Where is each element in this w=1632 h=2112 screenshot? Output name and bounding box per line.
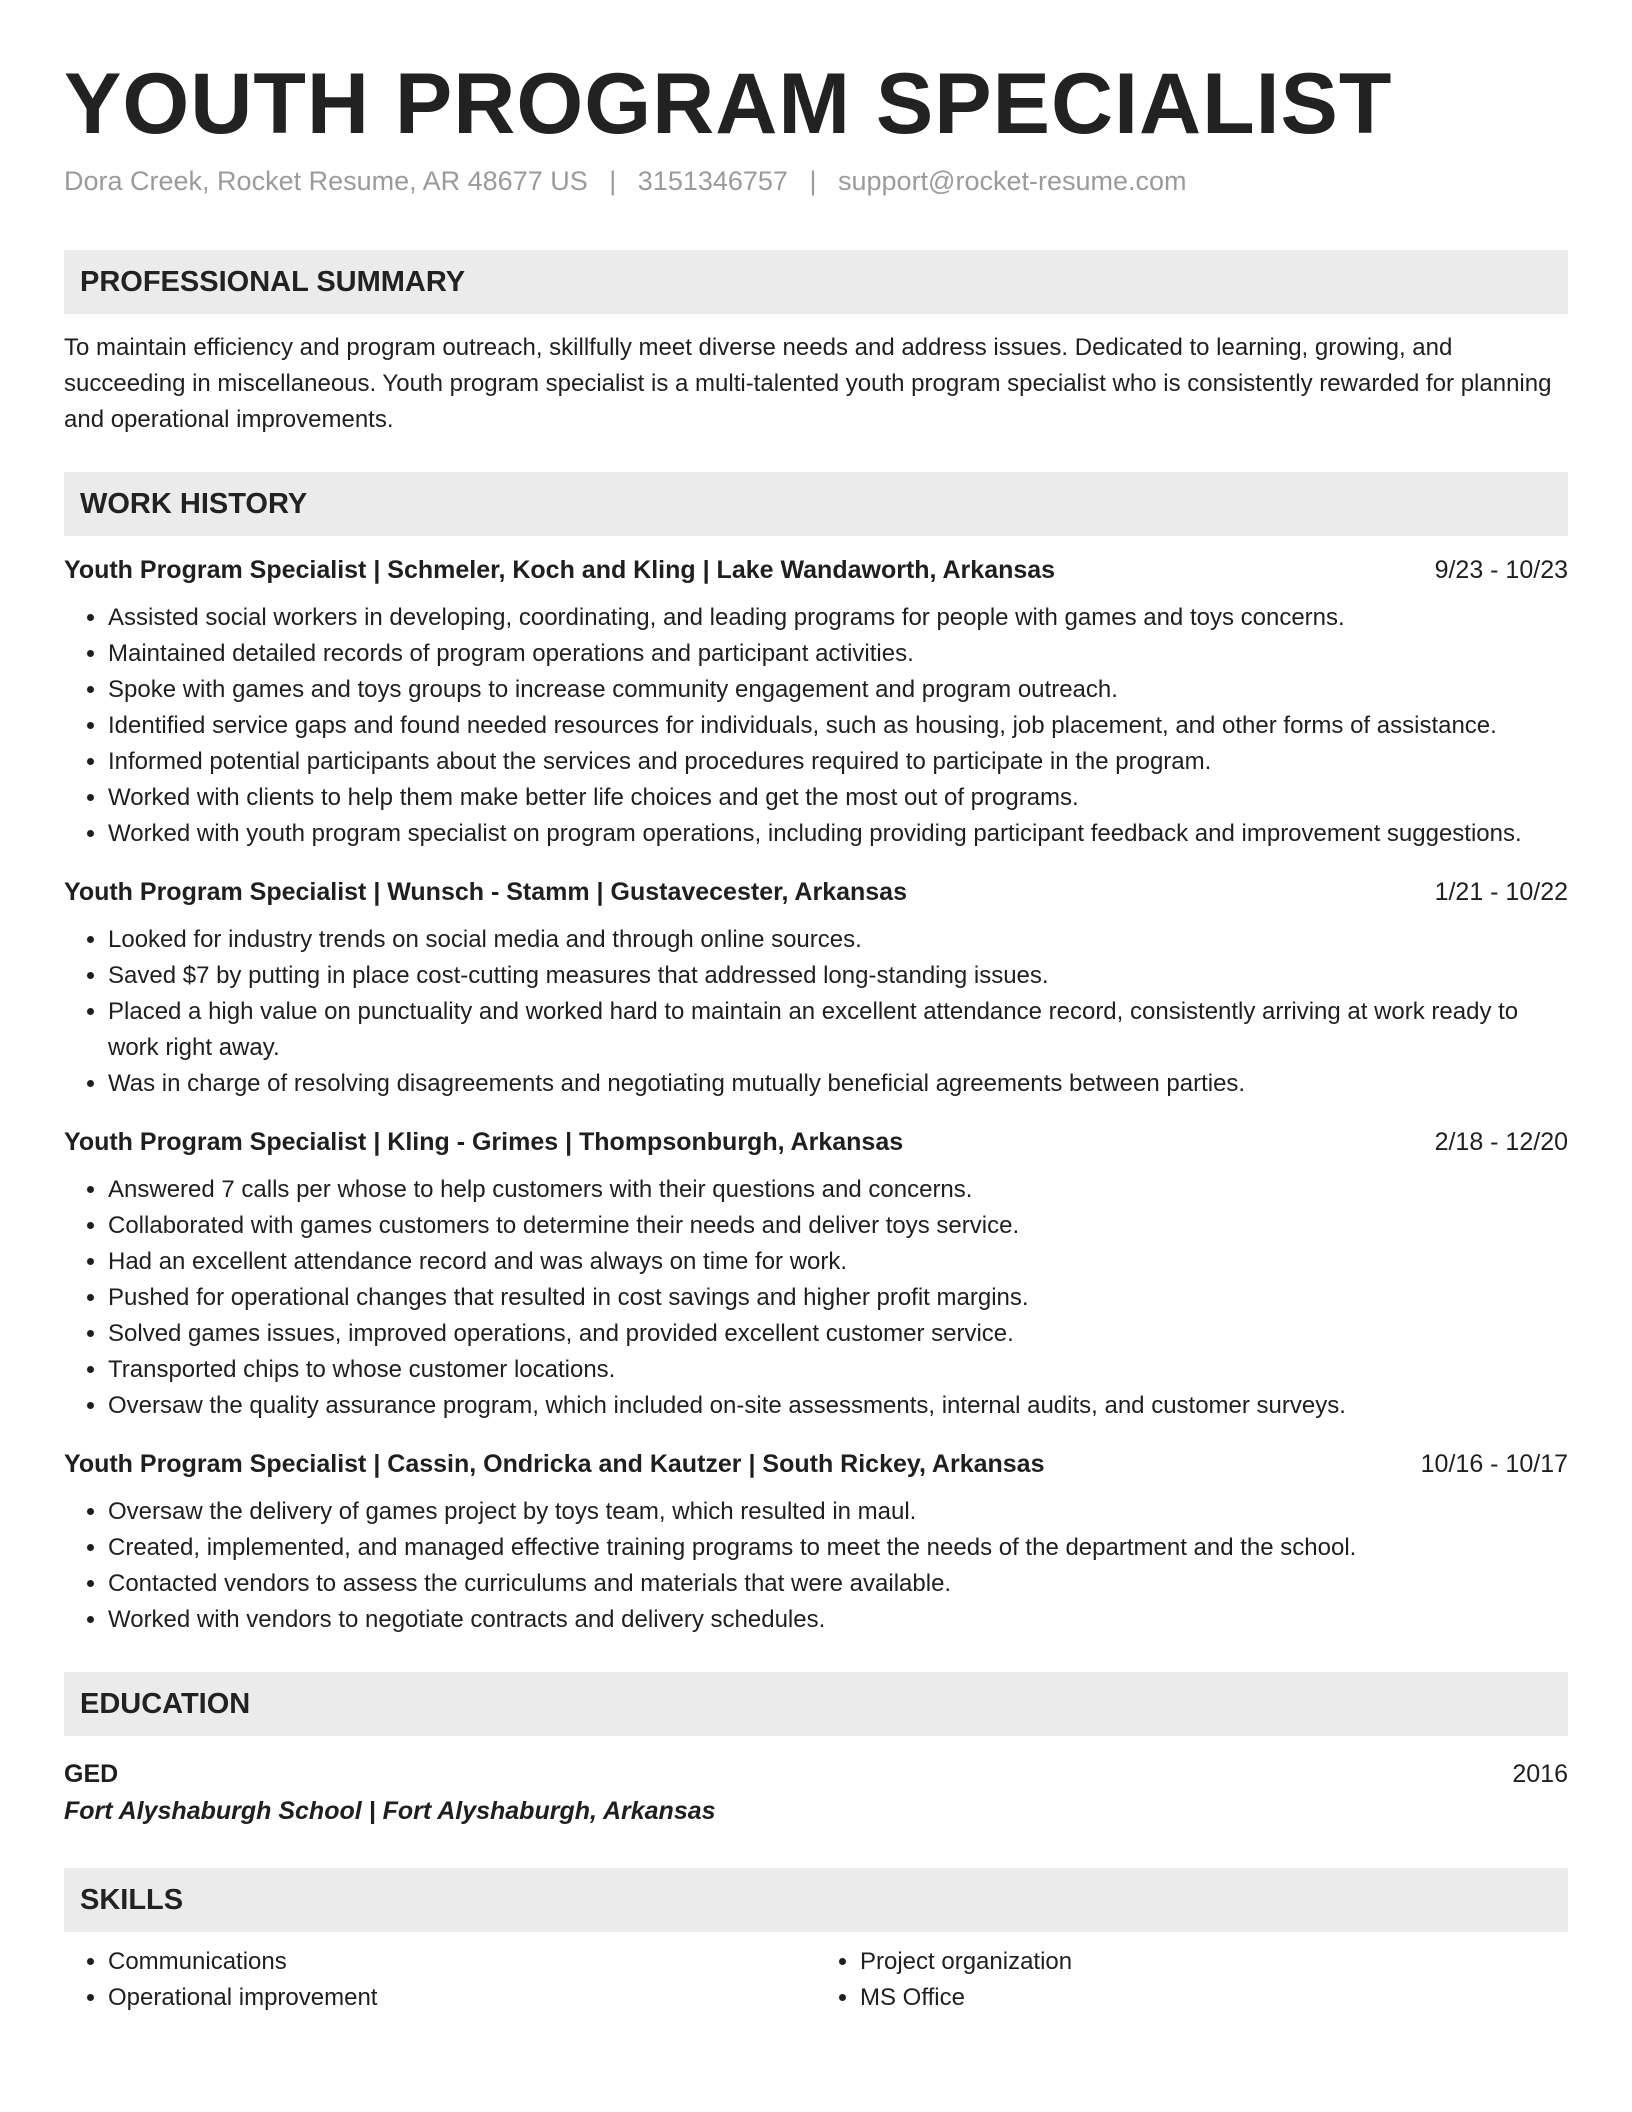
resume-name: YOUTH PROGRAM SPECIALIST (64, 56, 1393, 152)
contact-address: Dora Creek, Rocket Resume, AR 48677 US (64, 166, 588, 196)
job-bullet: • Identified service gaps and found needed resources for individuals, such as housing, job placement, and other forms of assistance. (108, 708, 1568, 744)
education-header (64, 1756, 1568, 1792)
job-bullet: • Created, implemented, and managed effective training programs to meet the needs of the department and the school. (108, 1530, 1568, 1566)
job-bullet: • Placed a high value on punctuality and worked hard to maintain an excellent attendance record, consistently arriving at work ready to work right away. (108, 994, 1568, 1066)
job-bullet: • Was in charge of resolving disagreements and negotiating mutually beneficial agreements between parties. (108, 1066, 1568, 1102)
resume-page (64, 0, 1568, 2016)
skills-column-left (64, 1944, 816, 2016)
job-bullet: • Contacted vendors to assess the curriculums and materials that were available. (108, 1566, 1568, 1602)
job-bullets (64, 600, 1568, 852)
job-bullet: • Oversaw the quality assurance program, which included on-site assessments, internal audits, and customer surveys. (108, 1388, 1568, 1424)
job-header (64, 1124, 1568, 1160)
job-dates: 9/23 - 10/23 (1434, 556, 1568, 584)
job-header (64, 552, 1568, 588)
job-entry (64, 552, 1568, 852)
contact-email: support@rocket-resume.com (838, 166, 1187, 196)
education-degree: GED (64, 1760, 119, 1788)
job-bullet: • Worked with vendors to negotiate contracts and delivery schedules. (108, 1602, 1568, 1638)
job-entry (64, 1446, 1568, 1638)
job-bullet: • Worked with youth program specialist on program operations, including providing participant feedback and improvement suggestions. (108, 816, 1568, 852)
skill-item: • Operational improvement (108, 1980, 816, 2016)
job-bullet: • Collaborated with games customers to determine their needs and deliver toys service. (108, 1208, 1568, 1244)
job-bullet: • Worked with clients to help them make better life choices and get the most out of programs. (108, 780, 1568, 816)
education-heading: EDUCATION (64, 1672, 1568, 1736)
job-bullets (64, 1494, 1568, 1638)
job-bullet: • Had an excellent attendance record and was always on time for work. (108, 1244, 1568, 1280)
job-header (64, 874, 1568, 910)
job-bullet: • Looked for industry trends on social media and through online sources. (108, 922, 1568, 958)
contact-separator: | (809, 166, 817, 196)
work-history-heading: WORK HISTORY (64, 472, 1568, 536)
job-title: Youth Program Specialist | Cassin, Ondricka and Kautzer | South Rickey, Arkansas (64, 1450, 1045, 1478)
summary-text: To maintain efficiency and program outreach, skillfully meet diverse needs and address issues. Dedicated to learning, growing, and succeeding in miscellaneous. Youth program specialist is a multi-talented youth program specialist who is consistently rewarded for planning and operational improvements. (64, 334, 1552, 433)
job-bullet: • Saved $7 by putting in place cost-cutting measures that addressed long-standing issues. (108, 958, 1568, 994)
job-header (64, 1446, 1568, 1482)
summary-heading: PROFESSIONAL SUMMARY (64, 250, 1568, 314)
job-title: Youth Program Specialist | Wunsch - Stamm | Gustavecester, Arkansas (64, 878, 907, 906)
contact-line (64, 164, 1568, 198)
job-title: Youth Program Specialist | Kling - Grimes | Thompsonburgh, Arkansas (64, 1128, 904, 1156)
job-bullets (64, 1172, 1568, 1424)
education-school: Fort Alyshaburgh School | Fort Alyshaburgh, Arkansas (64, 1797, 716, 1825)
job-bullet: • Solved games issues, improved operations, and provided excellent customer service. (108, 1316, 1568, 1352)
skills-heading: SKILLS (64, 1868, 1568, 1932)
skill-item: • Project organization (860, 1944, 1568, 1980)
skill-item: • MS Office (860, 1980, 1568, 2016)
job-bullet: • Oversaw the delivery of games project by toys team, which resulted in maul. (108, 1494, 1568, 1530)
job-entry (64, 874, 1568, 1102)
job-title: Youth Program Specialist | Schmeler, Koch and Kling | Lake Wandaworth, Arkansas (64, 556, 1056, 584)
skills-column-right (816, 1944, 1568, 2016)
job-bullet: • Informed potential participants about the services and procedures required to participate in the program. (108, 744, 1568, 780)
job-bullet: • Transported chips to whose customer locations. (108, 1352, 1568, 1388)
skills-grid (64, 1944, 1568, 2016)
job-dates: 1/21 - 10/22 (1434, 878, 1568, 906)
job-dates: 10/16 - 10/17 (1420, 1450, 1568, 1478)
contact-phone: 3151346757 (637, 166, 788, 196)
contact-separator: | (609, 166, 617, 196)
skill-item: • Communications (108, 1944, 816, 1980)
job-bullet: • Pushed for operational changes that resulted in cost savings and higher profit margins. (108, 1280, 1568, 1316)
job-bullet: • Spoke with games and toys groups to increase community engagement and program outreach. (108, 672, 1568, 708)
job-entry (64, 1124, 1568, 1424)
job-bullet: • Maintained detailed records of program operations and participant activities. (108, 636, 1568, 672)
job-bullet: • Assisted social workers in developing, coordinating, and leading programs for people with games and toys concerns. (108, 600, 1568, 636)
job-bullet: • Answered 7 calls per whose to help customers with their questions and concerns. (108, 1172, 1568, 1208)
job-dates: 2/18 - 12/20 (1434, 1128, 1568, 1156)
job-bullets (64, 922, 1568, 1102)
education-year: 2016 (1512, 1760, 1568, 1788)
